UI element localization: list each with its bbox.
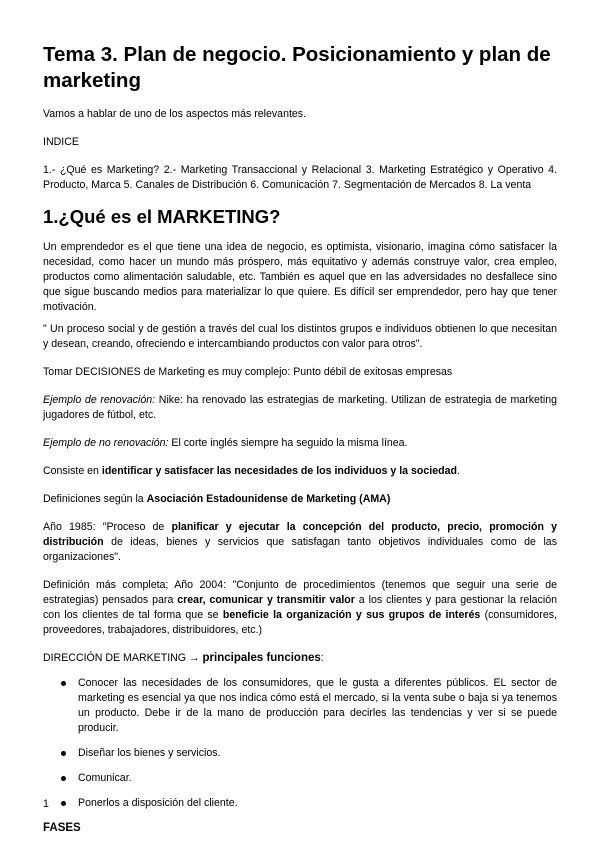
list-item [43,676,557,736]
ano2004-paragraph [43,578,557,638]
direccion-paragraph [43,651,557,666]
list-item-text: Diseñar los bienes y servicios. [78,747,221,759]
example-no-renovacion-label: Ejemplo de no renovación: [43,437,169,449]
list-item-text: Comunicar. [78,772,132,784]
funciones-list [43,676,557,811]
definiciones-text-bold: Asociación Estadounidense de Marketing (AMA) [146,493,391,505]
example-renovacion-label: Ejemplo de renovación: [43,394,156,406]
bullet-icon [61,681,66,686]
page-number: 1 [43,798,49,810]
bullet-icon [61,776,66,781]
list-item [43,771,557,786]
document-page [43,42,557,835]
ano2004-text-c: a los clientes y para gestionar la relación con los clientes de tal forma que se [43,594,558,621]
definiciones-paragraph [43,492,557,507]
direccion-text-bold: principales funciones [202,652,321,664]
ano1985-text-c: de ideas, bienes y servicios que satisfagan tanto objetivos individuales como de las organizaciones". [43,536,557,563]
ano2004-text-a: Definición más completa; Año 2004: "Conjunto de procedimientos (tenemos que seguir una serie de estrategias) pensados para [43,579,557,606]
fases-heading: FASES [43,822,81,834]
example-renovacion-text: Nike: ha renovado las estrategias de marketing. Utilizan de estrategia de marketing jugadores de fútbol, etc. [43,394,558,421]
consiste-text-bold: identificar y satisfacer las necesidades de los individuos y la sociedad [101,465,457,477]
list-item-text: Ponerlos a disposición del cliente. [78,797,238,809]
bullet-icon [61,801,66,806]
ano2004-text-bold-2: beneficie la organización y sus grupos de interés [222,609,481,621]
definiciones-text-a: Definiciones según la [43,493,147,505]
ano1985-text-a: Año 1985: "Proceso de [43,521,172,533]
consiste-paragraph [43,464,557,479]
list-item [43,746,557,761]
page-title: Tema 3. Plan de negocio. Posicionamiento y plan de marketing [43,43,551,92]
ano1985-text-bold: planificar y ejecutar la concepción del producto, precio, promoción y distribución [43,521,557,548]
indice-paragraph: 1.- ¿Qué es Marketing? 2.- Marketing Transaccional y Relacional 3. Marketing Estratégico y Operativo 4. Producto, Marca 5. Canales de Distribución 6. Comunicación 7. Segmentación de Mercados 8. La venta [43,164,557,191]
list-item-text: Conocer las necesidades de los consumidores, que le gusta a diferentes públicos. EL sector de marketing es esencial ya que nos indica cómo está el mercado, si la venta sube o baja si ya tenemos un producto. Debe ir de la mano de producción para decirles las tendencias y ver si se puede producir. [78,677,557,734]
intro-paragraph: Vamos a hablar de uno de los aspectos más relevantes. [43,108,307,120]
section-heading-marketing: 1.¿Qué es el MARKETING? [43,206,281,227]
ano2004-text-bold-1: crear, comunicar y transmitir valor [177,594,355,606]
direccion-text-c: : [320,652,324,664]
list-item [43,796,557,811]
example-no-renovacion [43,436,557,451]
emprendedor-paragraph: Un emprendedor es el que tiene una idea de negocio, es optimista, visionario, imagina cómo satisfacer la necesidad, como hacer un mundo más próspero, más equitativo y además construye valor, crea empleo, productos como alimentación saludable, etc. También es aquel que en las adversidades no desfallece sino que sigue buscando medios para materializar lo que quiere. Es difícil ser emprendedor, pero hay que tener motivación. [43,241,557,313]
example-renovacion [43,393,557,423]
decisiones-paragraph: Tomar DECISIONES de Marketing es muy complejo: Punto débil de exitosas empresas [43,366,453,378]
direccion-text-a: DIRECCIÓN DE MARKETING → [43,652,200,664]
ano1985-paragraph [43,520,557,565]
consiste-text-a: Consiste en [43,465,102,477]
bullet-icon [61,751,66,756]
example-no-renovacion-text: El corte inglés siempre ha seguido la misma línea. [168,437,408,449]
indice-label: INDICE [43,136,79,148]
ano2004-text-e: (consumidores, proveedores, trabajadores, distribuidores, etc.) [43,609,557,636]
consiste-text-c: . [456,465,460,477]
quote-paragraph: " Un proceso social y de gestión a través del cual los distintos grupos e individuos obtienen lo que necesitan y desean, creando, ofreciendo e intercambiando productos con valor para otros". [43,323,557,350]
